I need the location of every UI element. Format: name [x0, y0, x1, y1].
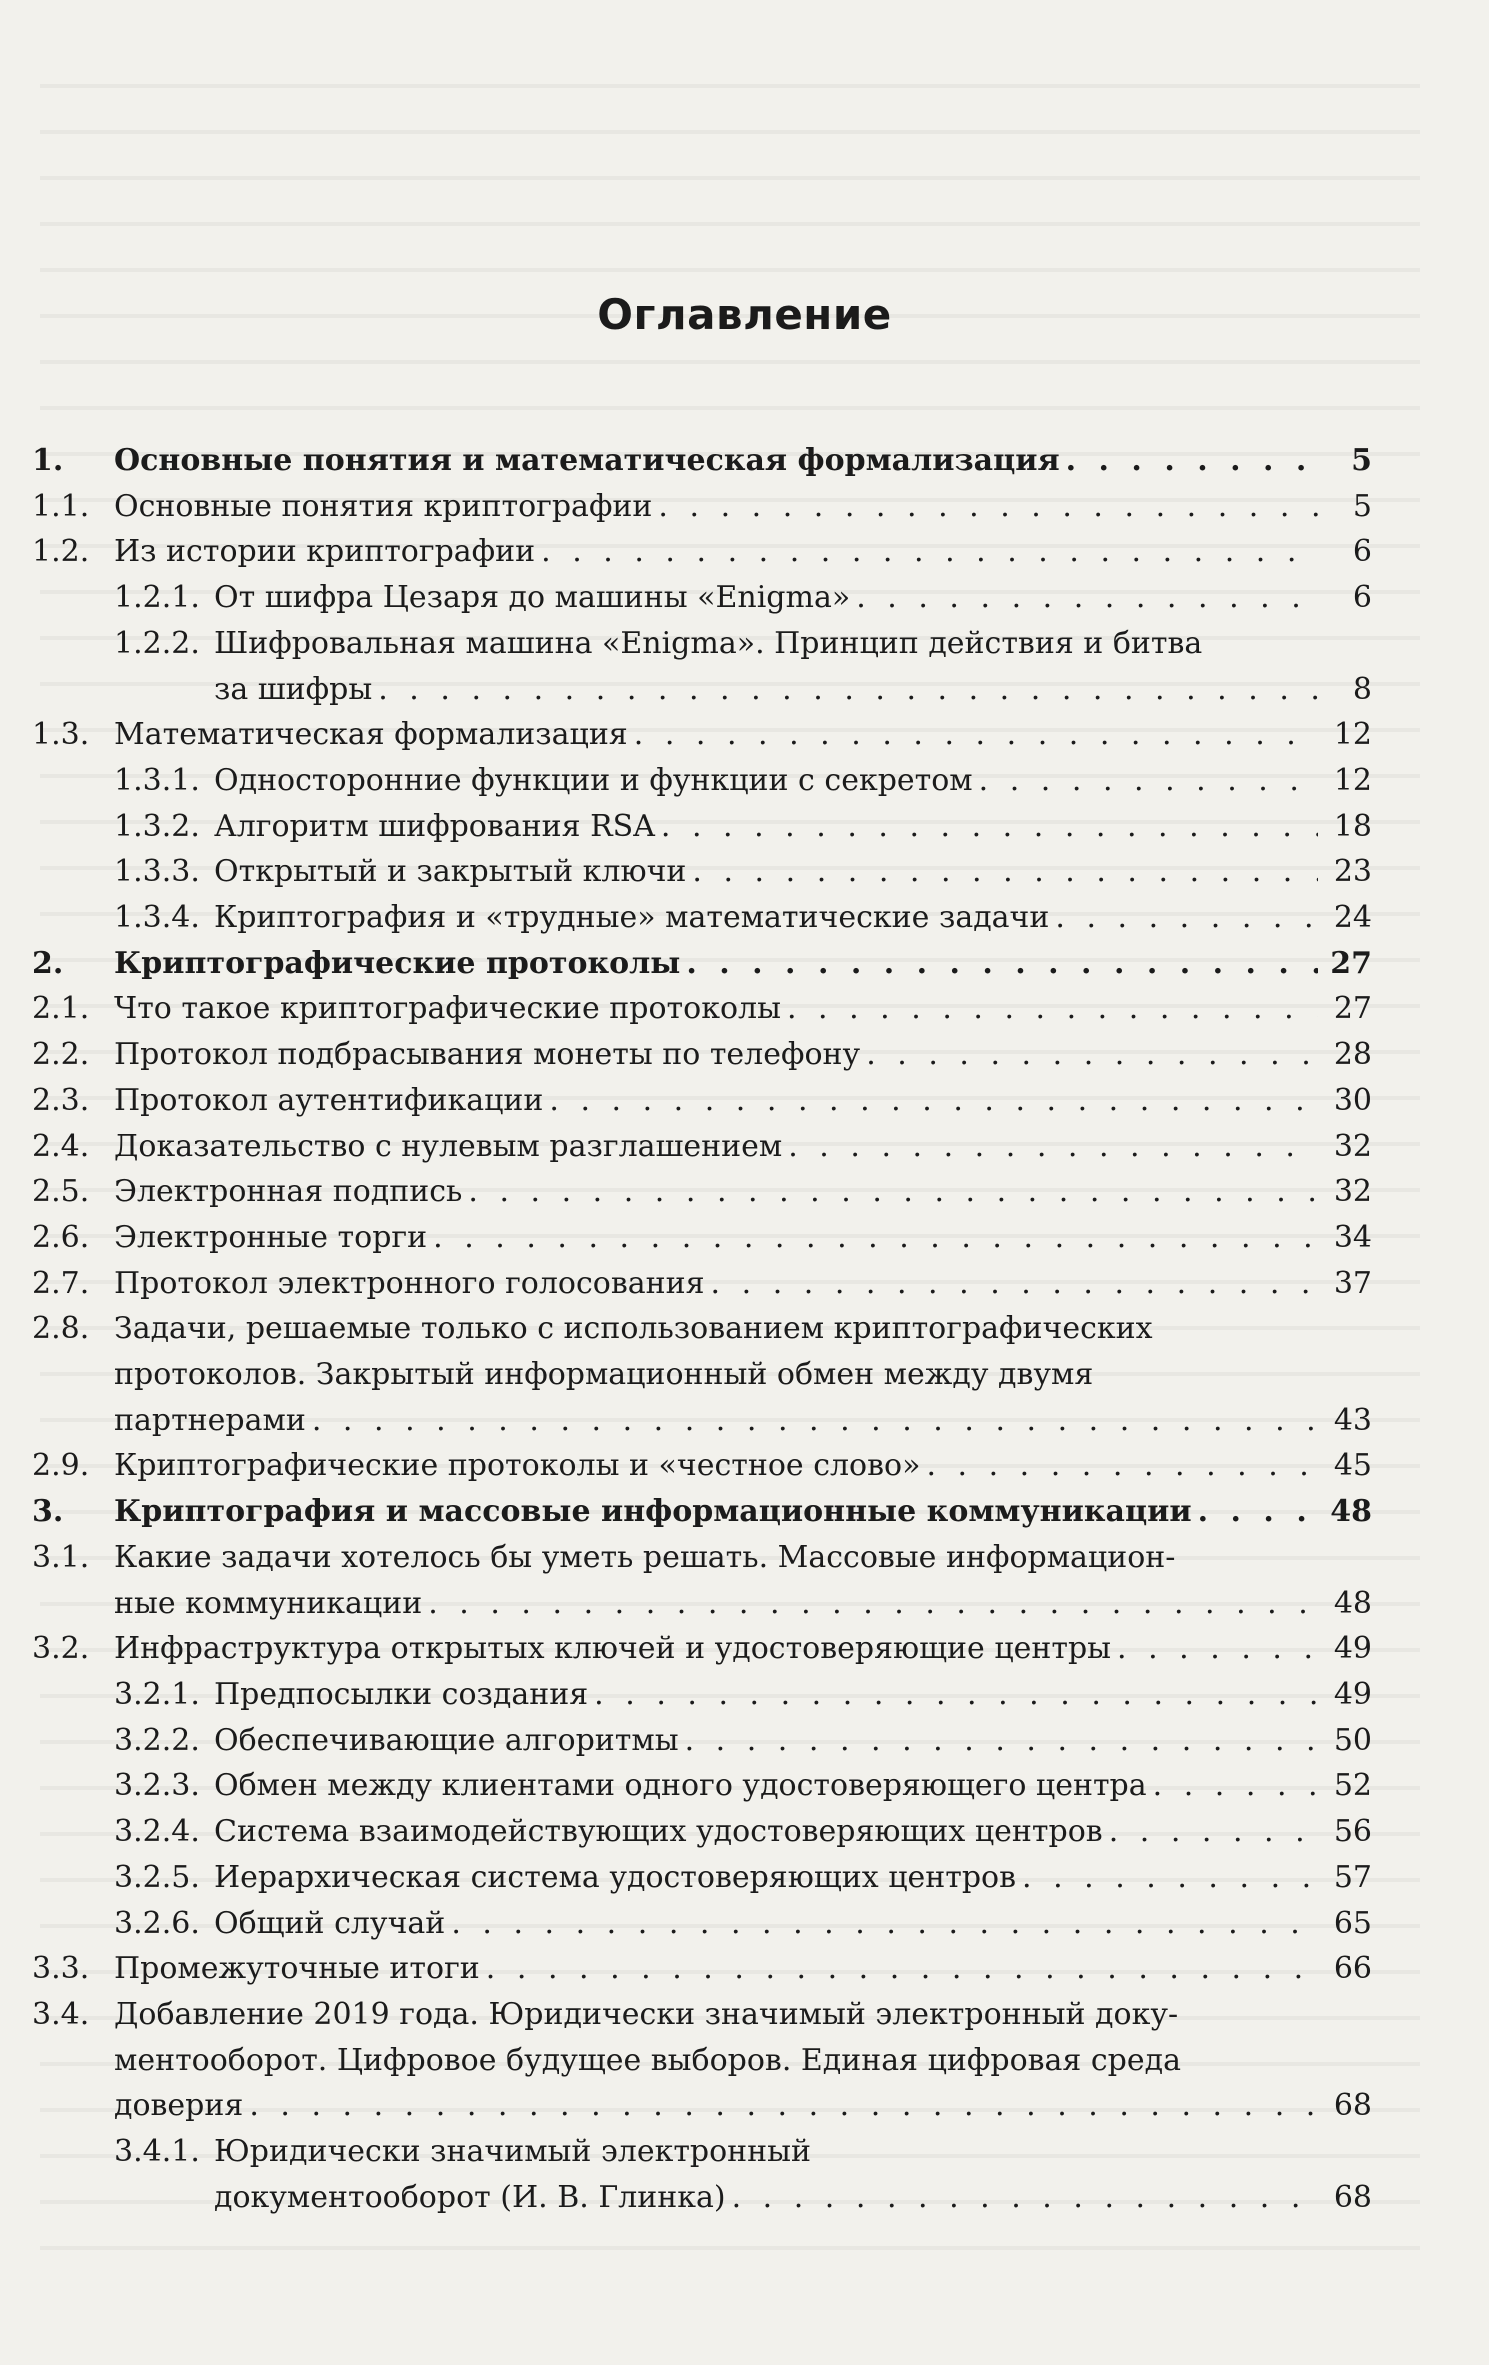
toc-section-row[interactable] [32, 895, 1372, 941]
toc-page-number: 32 [1333, 1128, 1372, 1164]
dot-leader [1109, 1809, 1318, 1855]
toc-section-row[interactable] [32, 712, 1372, 758]
toc-section-row[interactable] [32, 1078, 1372, 1124]
toc-section-row[interactable] [32, 1581, 1372, 1627]
toc-entry-title: Криптографические протоколы и «честное слово» [114, 1448, 921, 1484]
toc-entry-number: 1.3.1. [114, 762, 200, 798]
toc-entry-number: 3.2.3. [114, 1768, 200, 1804]
toc-page-number: 66 [1333, 1951, 1372, 1987]
toc-entry-number: 3.4. [32, 1996, 90, 2032]
toc-page-number: 37 [1333, 1265, 1372, 1301]
toc-page-number: 45 [1333, 1448, 1372, 1484]
toc-section-row[interactable] [32, 1809, 1372, 1855]
toc-entry-title: Из истории криптографии [114, 534, 536, 570]
toc-entry-title: документооборот (И. В. Глинка) [214, 2179, 726, 2215]
dot-leader [1022, 1855, 1318, 1901]
dot-leader [686, 941, 1318, 987]
toc-entry-number: 1.3.4. [114, 900, 200, 936]
toc-section-row[interactable] [32, 529, 1372, 575]
dot-leader [433, 1215, 1318, 1261]
toc-entry-title: Открытый и закрытый ключи [214, 854, 687, 890]
toc-chapter-row[interactable] [32, 1489, 1372, 1535]
toc-page-number: 27 [1333, 991, 1372, 1027]
toc-entry-number: 2.8. [32, 1311, 90, 1347]
toc-entry-number: 2.7. [32, 1265, 90, 1301]
toc-entry-title: Криптография и «трудные» математические задачи [214, 900, 1050, 936]
toc-section-row[interactable] [32, 1169, 1372, 1215]
toc-entry-title: Обеспечивающие алгоритмы [214, 1722, 679, 1758]
toc-section-row[interactable] [32, 1352, 1372, 1398]
dot-leader [549, 1078, 1318, 1124]
toc-section-row[interactable] [32, 849, 1372, 895]
toc-entry-number: 3.3. [32, 1951, 90, 1987]
toc-entry-number: 1.3.3. [114, 854, 200, 890]
toc-page-number: 6 [1352, 580, 1372, 616]
toc-section-row[interactable] [32, 1718, 1372, 1764]
toc-entry-title: Шифровальная машина «Enigma». Принцип действия и битва [214, 625, 1203, 661]
toc-entry-title: Предпосылки создания [214, 1676, 589, 1712]
toc-section-row[interactable] [32, 1032, 1372, 1078]
dot-leader [692, 849, 1318, 895]
toc-entry-number: 3.2.6. [114, 1905, 200, 1941]
toc-entry-number: 2. [32, 945, 64, 981]
toc-section-row[interactable] [32, 1443, 1372, 1489]
toc-entry-title: доверия [114, 2088, 244, 2124]
toc-entry-title: ные коммуникации [114, 1585, 423, 1621]
dot-leader [732, 2175, 1318, 2221]
dot-leader [634, 712, 1318, 758]
toc-entry-number: 3.2.4. [114, 1814, 200, 1850]
toc-entry-number: 3.2.1. [114, 1676, 200, 1712]
toc-entry-number: 1.1. [32, 488, 90, 524]
toc-entry-number: 1.2.2. [114, 625, 200, 661]
toc-entry-title: Система взаимодействующих удостоверяющих центров [214, 1814, 1103, 1850]
dot-leader [661, 804, 1318, 850]
toc-section-row[interactable] [32, 1763, 1372, 1809]
toc-chapter-row[interactable] [32, 438, 1372, 484]
toc-entry-title: за шифры [214, 671, 373, 707]
dot-leader [788, 1124, 1318, 1170]
toc-entry-title: протоколов. Закрытый информационный обмен между двумя [114, 1357, 1094, 1393]
toc-entry-title: Иерархическая система удостоверяющих центров [214, 1859, 1016, 1895]
toc-entry-number: 1.3. [32, 717, 90, 753]
toc-page-number: 49 [1333, 1676, 1372, 1712]
toc-entry-number: 3.4.1. [114, 2134, 200, 2170]
dot-leader [1117, 1626, 1318, 1672]
toc-entry-title: Электронная подпись [114, 1174, 463, 1210]
toc-page-number: 43 [1333, 1402, 1372, 1438]
toc-entry-title: Основные понятия и математическая формализация [114, 443, 1060, 478]
toc-entry-title: Протокол аутентификации [114, 1082, 544, 1118]
dot-leader [1198, 1489, 1318, 1535]
toc-page-number: 49 [1333, 1631, 1372, 1667]
toc-page-number: 23 [1333, 854, 1372, 890]
toc-page-number: 5 [1351, 443, 1372, 478]
toc-entry-title: Протокол подбрасывания монеты по телефону [114, 1037, 861, 1073]
toc-section-row[interactable] [32, 1215, 1372, 1261]
toc-entry-number: 1.3.2. [114, 808, 200, 844]
toc-page-number: 32 [1333, 1174, 1372, 1210]
toc-entry-title: Добавление 2019 года. Юридически значимый электронный доку- [114, 1996, 1179, 2032]
toc-page-number: 65 [1333, 1905, 1372, 1941]
dot-leader [594, 1672, 1318, 1718]
toc-section-row[interactable] [32, 1855, 1372, 1901]
page-title: Оглавление [597, 290, 892, 339]
toc-page-number: 56 [1333, 1814, 1372, 1850]
dot-leader [979, 758, 1318, 804]
toc-entry-number: 3.1. [32, 1539, 90, 1575]
toc-entry-number: 1.2. [32, 534, 90, 570]
toc-section-row[interactable] [32, 2175, 1372, 2221]
toc-page-number: 68 [1333, 2088, 1372, 2124]
toc-section-row[interactable] [32, 1672, 1372, 1718]
dot-leader [249, 2083, 1318, 2129]
toc-section-row[interactable] [32, 484, 1372, 530]
toc-entry-number: 1.2.1. [114, 580, 200, 616]
toc-section-row[interactable] [32, 986, 1372, 1032]
toc-entry-number: 2.9. [32, 1448, 90, 1484]
toc-entry-number: 1. [32, 443, 64, 478]
toc-page-number: 12 [1333, 717, 1372, 753]
dot-leader [468, 1169, 1318, 1215]
dot-leader [378, 667, 1318, 713]
dot-leader [541, 529, 1318, 575]
toc-entry-number: 2.3. [32, 1082, 90, 1118]
toc-entry-title: От шифра Цезаря до машины «Enigma» [214, 580, 851, 616]
toc-section-row[interactable] [32, 1626, 1372, 1672]
toc-page-number: 68 [1333, 2179, 1372, 2215]
toc-section-row[interactable] [32, 1901, 1372, 1947]
toc-section-row[interactable] [32, 1306, 1372, 1352]
toc-entry-number: 2.1. [32, 991, 90, 1027]
toc-entry-number: 3.2.5. [114, 1859, 200, 1895]
toc-entry-number: 2.2. [32, 1037, 90, 1073]
dot-leader [787, 986, 1318, 1032]
toc-entry-title: Юридически значимый электронный [214, 2134, 812, 2170]
toc-page-number: 6 [1352, 534, 1372, 570]
dot-leader [1153, 1763, 1318, 1809]
dot-leader [856, 575, 1318, 621]
dot-leader [486, 1946, 1318, 1992]
toc-page-number: 24 [1333, 900, 1372, 936]
dot-leader [1066, 438, 1318, 484]
table-of-contents [32, 438, 1372, 2220]
toc-entry-title: Инфраструктура открытых ключей и удостоверяющие центры [114, 1631, 1112, 1667]
toc-entry-number: 3.2.2. [114, 1722, 200, 1758]
toc-entry-title: Промежуточные итоги [114, 1951, 480, 1987]
dot-leader [658, 484, 1318, 530]
dot-leader [685, 1718, 1318, 1764]
toc-section-row[interactable] [32, 1946, 1372, 1992]
toc-entry-number: 3.2. [32, 1631, 90, 1667]
toc-entry-title: Доказательство с нулевым разглашением [114, 1128, 783, 1164]
dot-leader [711, 1261, 1318, 1307]
toc-section-row[interactable] [32, 2038, 1372, 2084]
toc-page-number: 52 [1333, 1768, 1372, 1804]
toc-entry-title: Криптография и массовые информационные коммуникации [114, 1494, 1192, 1530]
toc-section-row[interactable] [32, 1535, 1372, 1581]
toc-entry-title: Электронные торги [114, 1219, 428, 1255]
toc-section-row[interactable] [32, 575, 1372, 621]
toc-section-row[interactable] [32, 1261, 1372, 1307]
toc-page-number: 8 [1352, 671, 1372, 707]
dot-leader [926, 1443, 1318, 1489]
toc-page-number: 48 [1330, 1494, 1372, 1530]
toc-chapter-row[interactable] [32, 941, 1372, 987]
toc-entry-title: Задачи, решаемые только с использованием криптографических [114, 1311, 1153, 1347]
toc-section-row[interactable] [32, 804, 1372, 850]
toc-page-number: 5 [1352, 488, 1372, 524]
toc-entry-number: 2.6. [32, 1219, 90, 1255]
toc-entry-title: партнерами [114, 1402, 306, 1438]
toc-entry-title: ментооборот. Цифровое будущее выборов. Единая цифровая среда [114, 2042, 1181, 2078]
toc-entry-title: Алгоритм шифрования RSA [214, 808, 655, 844]
toc-section-row[interactable] [32, 621, 1372, 667]
toc-page-number: 57 [1333, 1859, 1372, 1895]
toc-section-row[interactable] [32, 1398, 1372, 1444]
dot-leader [428, 1581, 1318, 1627]
toc-page-number: 27 [1330, 945, 1372, 981]
toc-entry-title: Математическая формализация [114, 717, 628, 753]
toc-entry-title: Криптографические протоколы [114, 945, 681, 981]
dot-leader [451, 1901, 1318, 1947]
toc-section-row[interactable] [32, 1124, 1372, 1170]
toc-entry-title: Протокол электронного голосования [114, 1265, 705, 1301]
toc-page-number: 34 [1333, 1219, 1372, 1255]
toc-section-row[interactable] [32, 2083, 1372, 2129]
dot-leader [312, 1398, 1318, 1444]
toc-page-number: 48 [1333, 1585, 1372, 1621]
dot-leader [1055, 895, 1318, 941]
toc-entry-title: Основные понятия криптографии [114, 488, 653, 524]
toc-page-number: 12 [1333, 762, 1372, 798]
toc-section-row[interactable] [32, 758, 1372, 804]
toc-entry-title: Односторонние функции и функции с секретом [214, 762, 973, 798]
toc-page-number: 18 [1333, 808, 1372, 844]
dot-leader [866, 1032, 1318, 1078]
toc-entry-title: Что такое криптографические протоколы [114, 991, 781, 1027]
toc-entry-title: Общий случай [214, 1905, 446, 1941]
toc-entry-number: 3. [32, 1494, 64, 1530]
toc-entry-number: 2.5. [32, 1174, 90, 1210]
toc-page-number: 50 [1333, 1722, 1372, 1758]
toc-entry-title: Обмен между клиентами одного удостоверяющего центра [214, 1768, 1147, 1804]
toc-page-number: 28 [1333, 1037, 1372, 1073]
toc-section-row[interactable] [32, 2129, 1372, 2175]
toc-entry-title: Какие задачи хотелось бы уметь решать. Массовые информацион- [114, 1539, 1176, 1575]
toc-entry-number: 2.4. [32, 1128, 90, 1164]
toc-page-number: 30 [1333, 1082, 1372, 1118]
toc-section-row[interactable] [32, 1992, 1372, 2038]
toc-section-row[interactable] [32, 667, 1372, 713]
